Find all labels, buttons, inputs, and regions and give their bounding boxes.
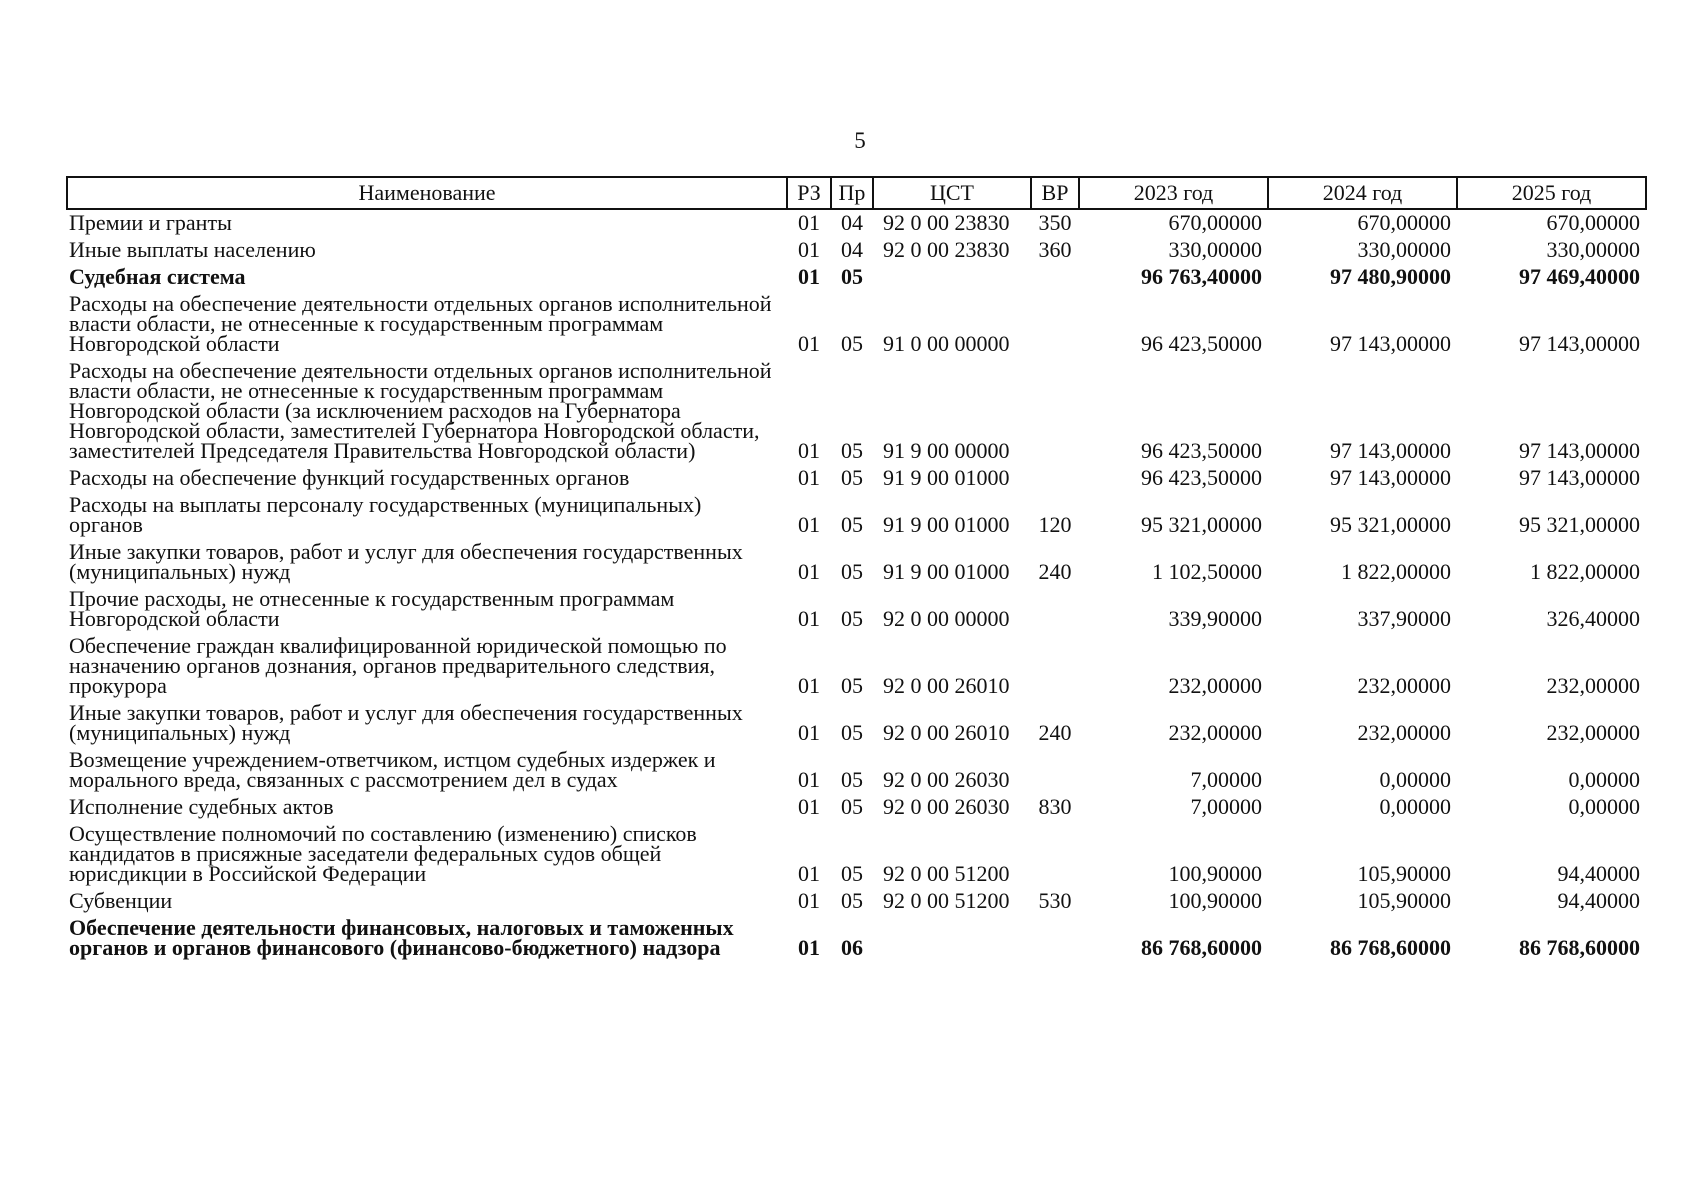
row-value-2024: 95 321,00000 <box>1330 512 1451 537</box>
row-value-2023: 7,00000 <box>1190 794 1262 819</box>
row-name: Исполнение судебных актов <box>69 794 334 819</box>
row-vr <box>1031 264 1079 291</box>
row-pr: 05 <box>841 512 863 537</box>
row-value-2024: 86 768,60000 <box>1330 935 1451 960</box>
header-2023: 2023 год <box>1079 177 1268 209</box>
row-name: Расходы на обеспечение деятельности отдельных органов исполнительной власти области, не отнесенные к государственным программам Новгородской области (за исключением расходов на Губернатора Новгородской области, заместителей Губернатора Новгородской области, заместителей Председателя Правительства Новгородской области) <box>69 358 772 463</box>
row-value-2023: 96 423,50000 <box>1141 465 1262 490</box>
row-rz: 01 <box>798 888 820 913</box>
row-rz: 01 <box>798 935 820 960</box>
row-rz: 01 <box>798 767 820 792</box>
row-name: Премии и гранты <box>69 210 232 235</box>
row-value-2025: 97 143,00000 <box>1519 331 1640 356</box>
row-name: Осуществление полномочий по составлению (изменению) списков кандидатов в присяжные заседатели федеральных судов общей юрисдикции в Российской Федерации <box>69 821 697 886</box>
row-value-2024: 0,00000 <box>1379 794 1451 819</box>
header-2025: 2025 год <box>1457 177 1646 209</box>
table-row <box>67 465 1646 492</box>
row-pr: 05 <box>841 264 863 289</box>
row-value-2023: 670,00000 <box>1168 210 1262 235</box>
row-value-2025: 95 321,00000 <box>1519 512 1640 537</box>
table-row <box>67 747 1646 794</box>
row-name: Обеспечение граждан квалифицированной юридической помощью по назначению органов дознания, органов предварительного следствия, прокурора <box>69 633 727 698</box>
row-vr <box>1031 915 1079 962</box>
row-vr <box>1031 358 1079 465</box>
row-name: Расходы на выплаты персоналу государственных (муниципальных) органов <box>69 492 702 537</box>
budget-table <box>66 176 1647 962</box>
row-value-2025: 0,00000 <box>1568 794 1640 819</box>
row-value-2023: 96 763,40000 <box>1141 264 1262 289</box>
row-value-2023: 100,90000 <box>1168 888 1262 913</box>
row-value-2024: 670,00000 <box>1357 210 1451 235</box>
row-vr <box>1031 586 1079 633</box>
row-value-2025: 232,00000 <box>1546 673 1640 698</box>
table-row <box>67 633 1646 700</box>
row-rz: 01 <box>798 794 820 819</box>
row-rz: 01 <box>798 331 820 356</box>
table-row <box>67 291 1646 358</box>
row-value-2024: 232,00000 <box>1357 720 1451 745</box>
row-value-2025: 232,00000 <box>1546 720 1640 745</box>
row-vr: 360 <box>1038 237 1072 262</box>
row-name: Иные выплаты населению <box>69 237 316 262</box>
row-value-2025: 86 768,60000 <box>1519 935 1640 960</box>
row-value-2023: 330,00000 <box>1168 237 1262 262</box>
row-pr: 05 <box>841 720 863 745</box>
row-value-2025: 330,00000 <box>1546 237 1640 262</box>
row-rz: 01 <box>798 210 820 235</box>
row-name: Расходы на обеспечение функций государственных органов <box>69 465 630 490</box>
row-value-2024: 105,90000 <box>1357 861 1451 886</box>
row-cst: 92 0 00 51200 <box>883 861 1010 886</box>
row-value-2024: 1 822,00000 <box>1341 559 1451 584</box>
row-rz: 01 <box>798 673 820 698</box>
row-value-2024: 337,90000 <box>1357 606 1451 631</box>
row-value-2024: 97 480,90000 <box>1330 264 1451 289</box>
table-row <box>67 794 1646 821</box>
row-rz: 01 <box>798 264 820 289</box>
row-value-2023: 232,00000 <box>1168 720 1262 745</box>
row-cst: 92 0 00 23830 <box>883 210 1010 235</box>
row-rz: 01 <box>798 559 820 584</box>
row-cst: 92 0 00 51200 <box>883 888 1010 913</box>
row-rz: 01 <box>798 512 820 537</box>
row-cst: 91 9 00 01000 <box>883 465 1010 490</box>
table-row <box>67 888 1646 915</box>
row-pr: 05 <box>841 767 863 792</box>
row-cst: 92 0 00 26010 <box>883 673 1010 698</box>
row-vr: 120 <box>1038 512 1072 537</box>
row-value-2025: 94,40000 <box>1557 861 1640 886</box>
row-vr <box>1031 465 1079 492</box>
row-pr: 04 <box>841 210 863 235</box>
row-value-2024: 0,00000 <box>1379 767 1451 792</box>
row-name: Расходы на обеспечение деятельности отдельных органов исполнительной власти области, не отнесенные к государственным программам Новгородской области <box>69 291 772 356</box>
row-name: Судебная система <box>69 264 246 289</box>
row-cst: 91 9 00 01000 <box>883 512 1010 537</box>
row-pr: 05 <box>841 331 863 356</box>
row-value-2024: 330,00000 <box>1357 237 1451 262</box>
row-rz: 01 <box>798 720 820 745</box>
row-rz: 01 <box>798 438 820 463</box>
row-cst: 92 0 00 26030 <box>883 794 1010 819</box>
row-name: Прочие расходы, не отнесенные к государственным программам Новгородской области <box>69 586 675 631</box>
row-pr: 05 <box>841 673 863 698</box>
row-cst: 92 0 00 23830 <box>883 237 1010 262</box>
row-value-2025: 97 469,40000 <box>1519 264 1640 289</box>
row-value-2023: 86 768,60000 <box>1141 935 1262 960</box>
row-value-2025: 326,40000 <box>1546 606 1640 631</box>
row-vr <box>1031 291 1079 358</box>
table-row <box>67 539 1646 586</box>
table-row <box>67 586 1646 633</box>
row-value-2024: 105,90000 <box>1357 888 1451 913</box>
row-rz: 01 <box>798 606 820 631</box>
row-name: Субвенции <box>69 888 173 913</box>
row-value-2023: 96 423,50000 <box>1141 438 1262 463</box>
table-row <box>67 358 1646 465</box>
row-name: Обеспечение деятельности финансовых, налоговых и таможенных органов и органов финансового (финансово-бюджетного) надзора <box>69 915 734 960</box>
row-value-2023: 100,90000 <box>1168 861 1262 886</box>
row-value-2025: 0,00000 <box>1568 767 1640 792</box>
row-value-2024: 97 143,00000 <box>1330 331 1451 356</box>
row-value-2025: 1 822,00000 <box>1530 559 1640 584</box>
table-row <box>67 209 1646 237</box>
row-vr: 830 <box>1038 794 1072 819</box>
row-name: Иные закупки товаров, работ и услуг для обеспечения государственных (муниципальных) нужд <box>69 539 743 584</box>
row-pr: 04 <box>841 237 863 262</box>
header-pr: Пр <box>831 177 873 209</box>
page-number: 5 <box>854 128 866 153</box>
row-value-2023: 7,00000 <box>1190 767 1262 792</box>
table-row <box>67 264 1646 291</box>
header-cst: ЦСТ <box>873 177 1031 209</box>
row-vr <box>1031 633 1079 700</box>
table-row <box>67 492 1646 539</box>
table-row <box>67 700 1646 747</box>
row-value-2023: 1 102,50000 <box>1152 559 1262 584</box>
row-value-2025: 94,40000 <box>1557 888 1640 913</box>
row-cst: 92 0 00 00000 <box>883 606 1010 631</box>
row-value-2024: 97 143,00000 <box>1330 465 1451 490</box>
header-name: Наименование <box>67 177 787 209</box>
row-value-2024: 232,00000 <box>1357 673 1451 698</box>
header-rz: РЗ <box>787 177 831 209</box>
row-vr: 240 <box>1038 720 1072 745</box>
table-body <box>67 209 1646 962</box>
row-name: Возмещение учреждением-ответчиком, истцом судебных издержек и морального вреда, связанных с рассмотрением дел в судах <box>69 747 716 792</box>
row-pr: 05 <box>841 465 863 490</box>
row-vr <box>1031 821 1079 888</box>
table-row <box>67 915 1646 962</box>
row-value-2024: 97 143,00000 <box>1330 438 1451 463</box>
row-name: Иные закупки товаров, работ и услуг для обеспечения государственных (муниципальных) нужд <box>69 700 743 745</box>
row-rz: 01 <box>798 237 820 262</box>
header-vr: ВР <box>1031 177 1079 209</box>
row-pr: 06 <box>841 935 863 960</box>
row-vr <box>1031 747 1079 794</box>
row-rz: 01 <box>798 465 820 490</box>
table-header-row <box>67 177 1646 209</box>
row-pr: 05 <box>841 794 863 819</box>
row-value-2023: 95 321,00000 <box>1141 512 1262 537</box>
row-cst: 91 0 00 00000 <box>883 331 1010 356</box>
row-value-2025: 670,00000 <box>1546 210 1640 235</box>
row-value-2023: 339,90000 <box>1168 606 1262 631</box>
row-rz: 01 <box>798 861 820 886</box>
row-cst: 91 9 00 00000 <box>883 438 1010 463</box>
row-cst: 92 0 00 26030 <box>883 767 1010 792</box>
row-value-2025: 97 143,00000 <box>1519 465 1640 490</box>
row-pr: 05 <box>841 861 863 886</box>
row-pr: 05 <box>841 438 863 463</box>
row-cst: 91 9 00 01000 <box>883 559 1010 584</box>
row-vr: 350 <box>1038 210 1072 235</box>
row-vr: 530 <box>1038 888 1072 913</box>
table-row <box>67 237 1646 264</box>
row-pr: 05 <box>841 559 863 584</box>
row-value-2023: 96 423,50000 <box>1141 331 1262 356</box>
row-cst: 92 0 00 26010 <box>883 720 1010 745</box>
row-value-2025: 97 143,00000 <box>1519 438 1640 463</box>
row-vr: 240 <box>1038 559 1072 584</box>
row-cst <box>873 915 1031 962</box>
row-cst <box>873 264 1031 291</box>
header-2024: 2024 год <box>1268 177 1457 209</box>
row-value-2023: 232,00000 <box>1168 673 1262 698</box>
row-pr: 05 <box>841 888 863 913</box>
table-row <box>67 821 1646 888</box>
row-pr: 05 <box>841 606 863 631</box>
